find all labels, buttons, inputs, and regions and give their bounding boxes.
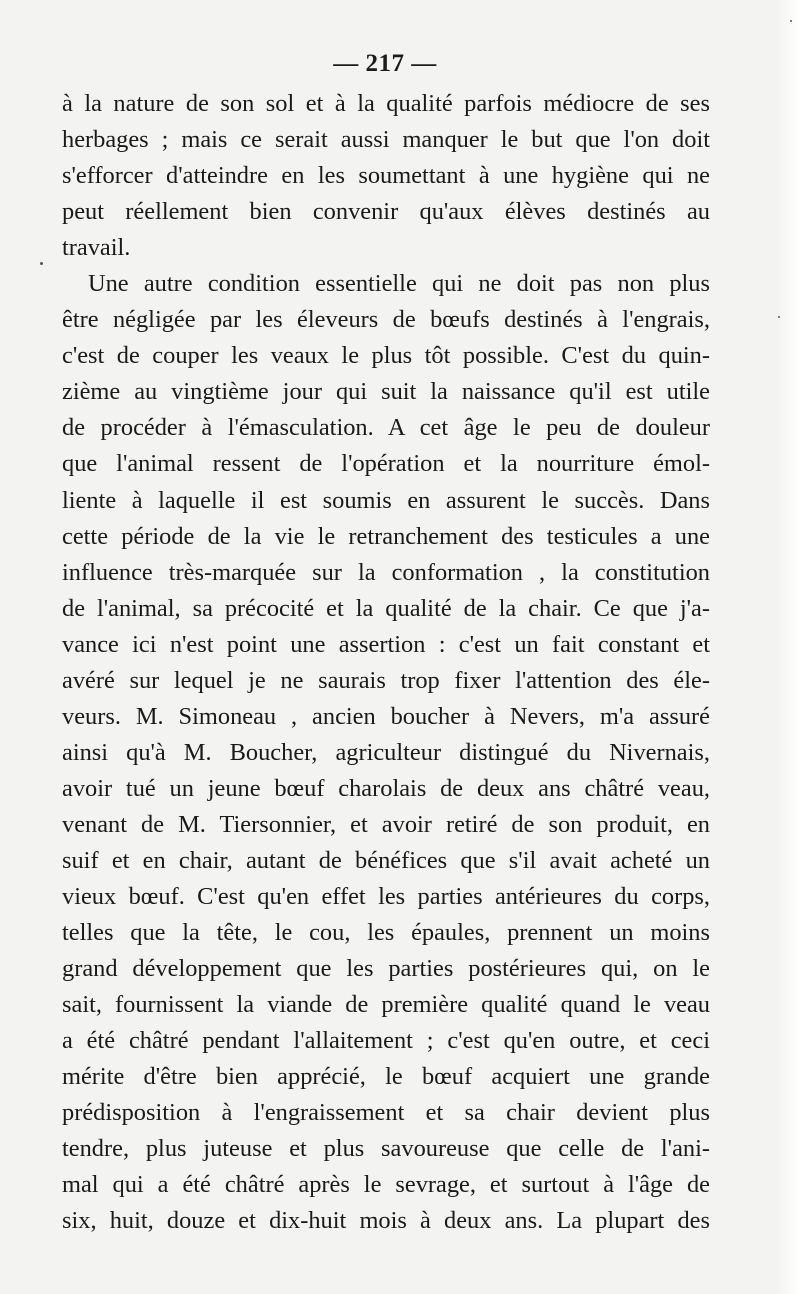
- text-line: mal qui a été châtré après le sevrage, et surtout à l'âge de: [62, 1171, 710, 1199]
- text-line: venant de M. Tiersonnier, et avoir retiré de son produit, en: [62, 810, 710, 838]
- text-line: a été châtré pendant l'allaitement ; c'est qu'en outre, et ceci: [62, 1027, 710, 1055]
- ink-speck: [40, 262, 43, 265]
- body-text: [62, 86, 710, 1240]
- text-line: grand développement que les parties postérieures qui, on le: [62, 955, 710, 983]
- text-line: ainsi qu'à M. Boucher, agriculteur distingué du Nivernais,: [62, 738, 710, 766]
- text-line: c'est de couper les veaux le plus tôt possible. C'est du quin-: [62, 342, 710, 370]
- text-line: avéré sur lequel je ne saurais trop fixer l'attention des éle-: [62, 666, 710, 694]
- text-line: s'efforcer d'atteindre en les soumettant à une hygiène qui ne: [62, 162, 710, 190]
- text-line: veurs. M. Simoneau , ancien boucher à Nevers, m'a assuré: [62, 702, 710, 730]
- text-line: à la nature de son sol et à la qualité parfois médiocre de ses: [62, 90, 710, 117]
- text-line: sait, fournissent la viande de première qualité quand le veau: [62, 991, 710, 1019]
- text-line: avoir tué un jeune bœuf charolais de deux ans châtré veau,: [62, 774, 710, 802]
- text-line: tendre, plus juteuse et plus savoureuse que celle de l'ani-: [62, 1135, 710, 1163]
- text-line: influence très-marquée sur la conformation , la constitution: [62, 558, 710, 586]
- text-line: de l'animal, sa précocité et la qualité de la chair. Ce que j'a-: [62, 594, 710, 622]
- ink-speck: [790, 20, 792, 22]
- page-number: — 217 —: [333, 50, 437, 77]
- text-line: être négligée par les éleveurs de bœufs destinés à l'engrais,: [62, 306, 710, 334]
- text-line: vance ici n'est point une assertion : c'est un fait constant et: [62, 630, 710, 658]
- ink-speck: [778, 316, 780, 318]
- text-line: telles que la tête, le cou, les épaules, prennent un moins: [62, 919, 710, 947]
- text-line: mérite d'être bien apprécié, le bœuf acquiert une grande: [62, 1063, 710, 1091]
- text-line: zième au vingtième jour qui suit la naissance qu'il est utile: [62, 378, 710, 406]
- text-line: que l'animal ressent de l'opération et la nourriture émol-: [62, 450, 710, 478]
- text-line: liente à laquelle il est soumis en assurent le succès. Dans: [62, 486, 710, 514]
- text-line: suif et en chair, autant de bénéfices que s'il avait acheté un: [62, 846, 710, 874]
- text-line: cette période de la vie le retranchement des testicules a une: [62, 522, 710, 550]
- text-line: travail.: [62, 234, 131, 262]
- page-edge-shadow: [776, 0, 800, 1294]
- text-line: vieux bœuf. C'est qu'en effet les parties antérieures du corps,: [62, 883, 710, 911]
- text-line: six, huit, douze et dix-huit mois à deux ans. La plupart des: [62, 1207, 710, 1235]
- text-line: peut réellement bien convenir qu'aux élèves destinés au: [62, 198, 710, 226]
- text-line: herbages ; mais ce serait aussi manquer le but que l'on doit: [62, 126, 710, 154]
- text-line: de procéder à l'émasculation. A cet âge le peu de douleur: [62, 414, 710, 442]
- text-line: prédisposition à l'engraissement et sa chair devient plus: [62, 1099, 710, 1127]
- text-line: Une autre condition essentielle qui ne doit pas non plus: [88, 270, 710, 298]
